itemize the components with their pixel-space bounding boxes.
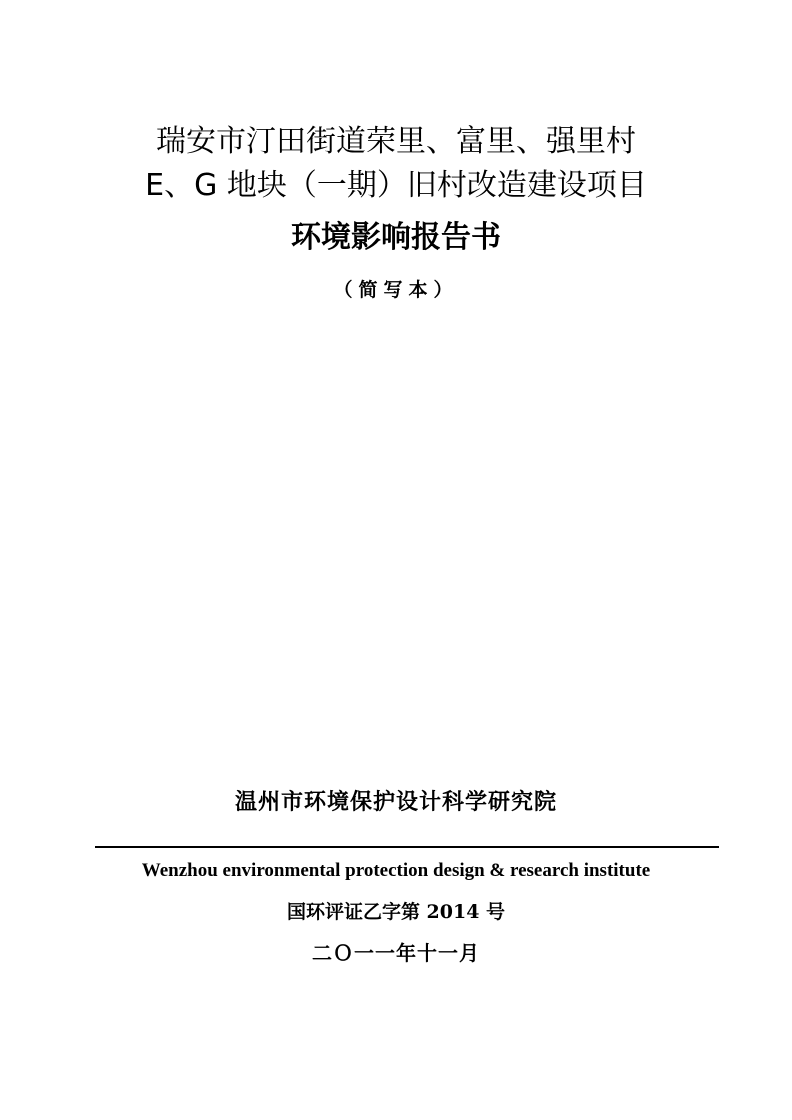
publication-date: 二Ｏ一一年十一月 [312, 941, 480, 965]
report-title-type: 环境影响报告书 [291, 220, 501, 255]
publisher-name-chinese: 温州市环境保护设计科学研究院 [234, 789, 557, 815]
publisher-name-english: Wenzhou environmental protection design & research institute [141, 860, 651, 881]
report-title-line-1: 瑞安市汀田街道荣里、富里、强里村 [156, 124, 636, 159]
report-subtitle: （简写本） [333, 279, 459, 301]
horizontal-divider [95, 846, 719, 848]
certificate-number: 国环评证乙字第 2014 号 [286, 901, 506, 923]
report-title-line-2: E、G 地块（一期）旧村改造建设项目 [145, 168, 647, 203]
